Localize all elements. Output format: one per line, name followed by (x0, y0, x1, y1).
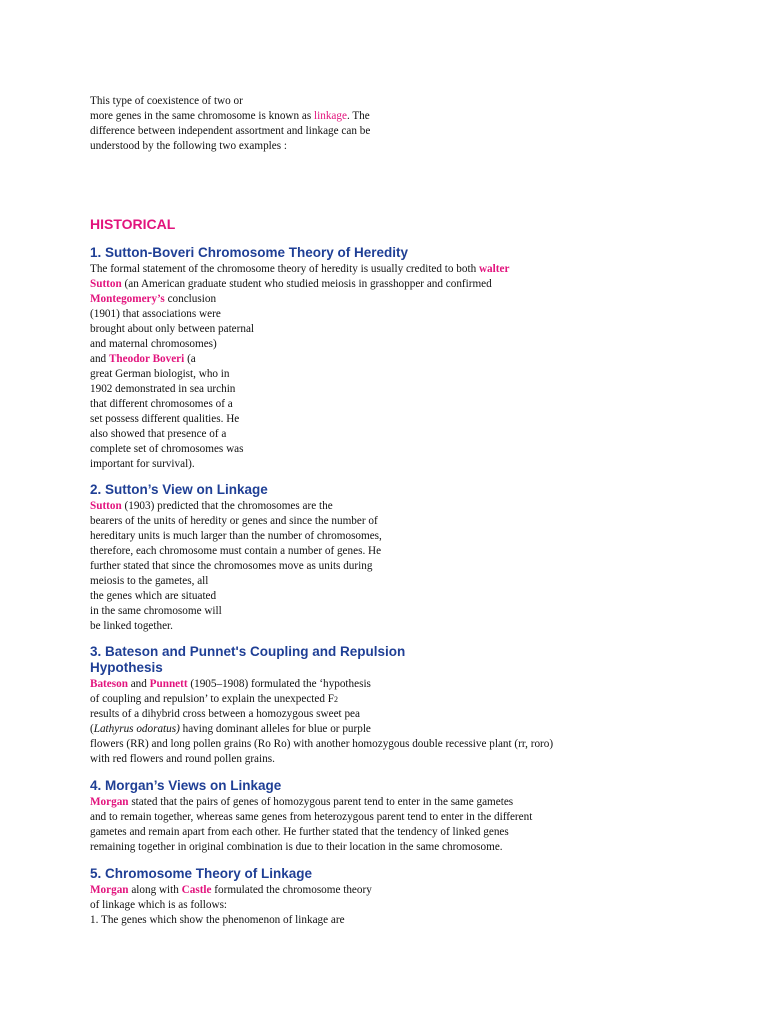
section-1-line: brought about only between paternal (90, 323, 255, 335)
section-1-line: set possess different qualities. He (90, 413, 240, 425)
section-1-line: The formal statement of the chromosome theory of heredity is usually credited to both walter (90, 263, 510, 275)
intro-line: difference between independent assortment and linkage can be (90, 125, 371, 137)
section-1-heading: 1. Sutton-Boveri Chromosome Theory of Heredity (90, 245, 409, 260)
section-1-line: Sutton (an American graduate student who studied meiosis in grasshopper and confirmed (90, 278, 492, 290)
section-3-line: Bateson and Punnett (1905–1908) formulated the ‘hypothesis (90, 678, 371, 690)
section-2-line: bearers of the units of heredity or genes and since the number of (90, 515, 378, 527)
section-4-heading: 4. Morgan’s Views on Linkage (90, 778, 282, 793)
term-linkage: linkage (314, 110, 347, 122)
section-1-line: complete set of chromosomes was (90, 443, 244, 455)
section-3-heading: Hypothesis (90, 660, 163, 675)
section-1-line: important for survival). (90, 458, 195, 470)
intro-line: This type of coexistence of two or (90, 95, 243, 107)
section-1-line: Montegomery’s conclusion (90, 293, 217, 305)
intro-line: more genes in the same chromosome is known as linkage. The (90, 110, 370, 122)
name-bateson: Bateson (90, 678, 128, 690)
section-3-line: of coupling and repulsion’ to explain the unexpected F2 (90, 693, 338, 705)
section-1-line: great German biologist, who in (90, 368, 230, 380)
section-4-line: and to remain together, whereas same genes from heterozygous parent tend to enter in the different (90, 811, 533, 823)
name-sutton: Sutton (90, 278, 122, 290)
section-2-line: further stated that since the chromosomes move as units during (90, 560, 373, 572)
section-1-line: that different chromosomes of a (90, 398, 233, 410)
section-4-line: gametes and remain apart from each other. He further stated that the tendency of linked genes (90, 826, 509, 838)
name-montegomery: Montegomery’s (90, 293, 165, 305)
section-4-line: Morgan stated that the pairs of genes of homozygous parent tend to enter in the same gametes (90, 796, 514, 808)
section-3-line: (Lathyrus odoratus) having dominant alleles for blue or purple (90, 723, 371, 735)
section-3-line: results of a dihybrid cross between a homozygous sweet pea (90, 708, 360, 720)
name-walter: walter (478, 263, 510, 275)
name-morgan: Morgan (90, 884, 129, 896)
section-1-line: and maternal chromosomes) (90, 338, 217, 350)
name-sutton: Sutton (90, 500, 122, 512)
section-5-heading: 5. Chromosome Theory of Linkage (90, 866, 313, 881)
section-3-line: flowers (RR) and long pollen grains (Ro Ro) with another homozygous double recessive plant (rr, roro) (90, 738, 554, 750)
section-1-line: 1902 demonstrated in sea urchin (90, 383, 236, 395)
section-5-line: 1. The genes which show the phenomenon of linkage are (90, 914, 345, 926)
section-4-line: remaining together in original combination is due to their location in the same chromosome. (90, 841, 503, 853)
section-2-line: in the same chromosome will (90, 605, 222, 617)
section-2-line: Sutton (1903) predicted that the chromosomes are the (90, 500, 333, 512)
intro-line: understood by the following two examples : (90, 140, 287, 152)
species-name: Lathyrus odoratus) (93, 723, 180, 735)
section-2-line: meiosis to the gametes, all (90, 575, 209, 587)
section-5-line: Morgan along with Castle formulated the chromosome theory (90, 884, 372, 896)
name-morgan: Morgan (90, 796, 129, 808)
section-2-line: be linked together. (90, 620, 173, 632)
section-3-line: with red flowers and round pollen grains. (90, 753, 275, 765)
section-3-heading: 3. Bateson and Punnet's Coupling and Repulsion (90, 644, 406, 659)
section-2-line: hereditary units is much larger than the number of chromosomes, (90, 530, 382, 542)
section-1-line: (1901) that associations were (90, 308, 221, 320)
section-2-line: the genes which are situated (90, 590, 217, 602)
name-theodor-boveri: Theodor Boveri (108, 353, 185, 365)
historical-heading: HISTORICAL (90, 216, 176, 232)
section-1-line: and Theodor Boveri (a (90, 353, 196, 365)
section-5-line: of linkage which is as follows: (90, 899, 228, 911)
name-punnett: Punnett (149, 678, 188, 690)
section-2-line: therefore, each chromosome must contain a number of genes. He (90, 545, 382, 557)
section-1-line: also showed that presence of a (90, 428, 227, 440)
section-2-heading: 2. Sutton’s View on Linkage (90, 482, 268, 497)
name-castle: Castle (181, 884, 212, 896)
